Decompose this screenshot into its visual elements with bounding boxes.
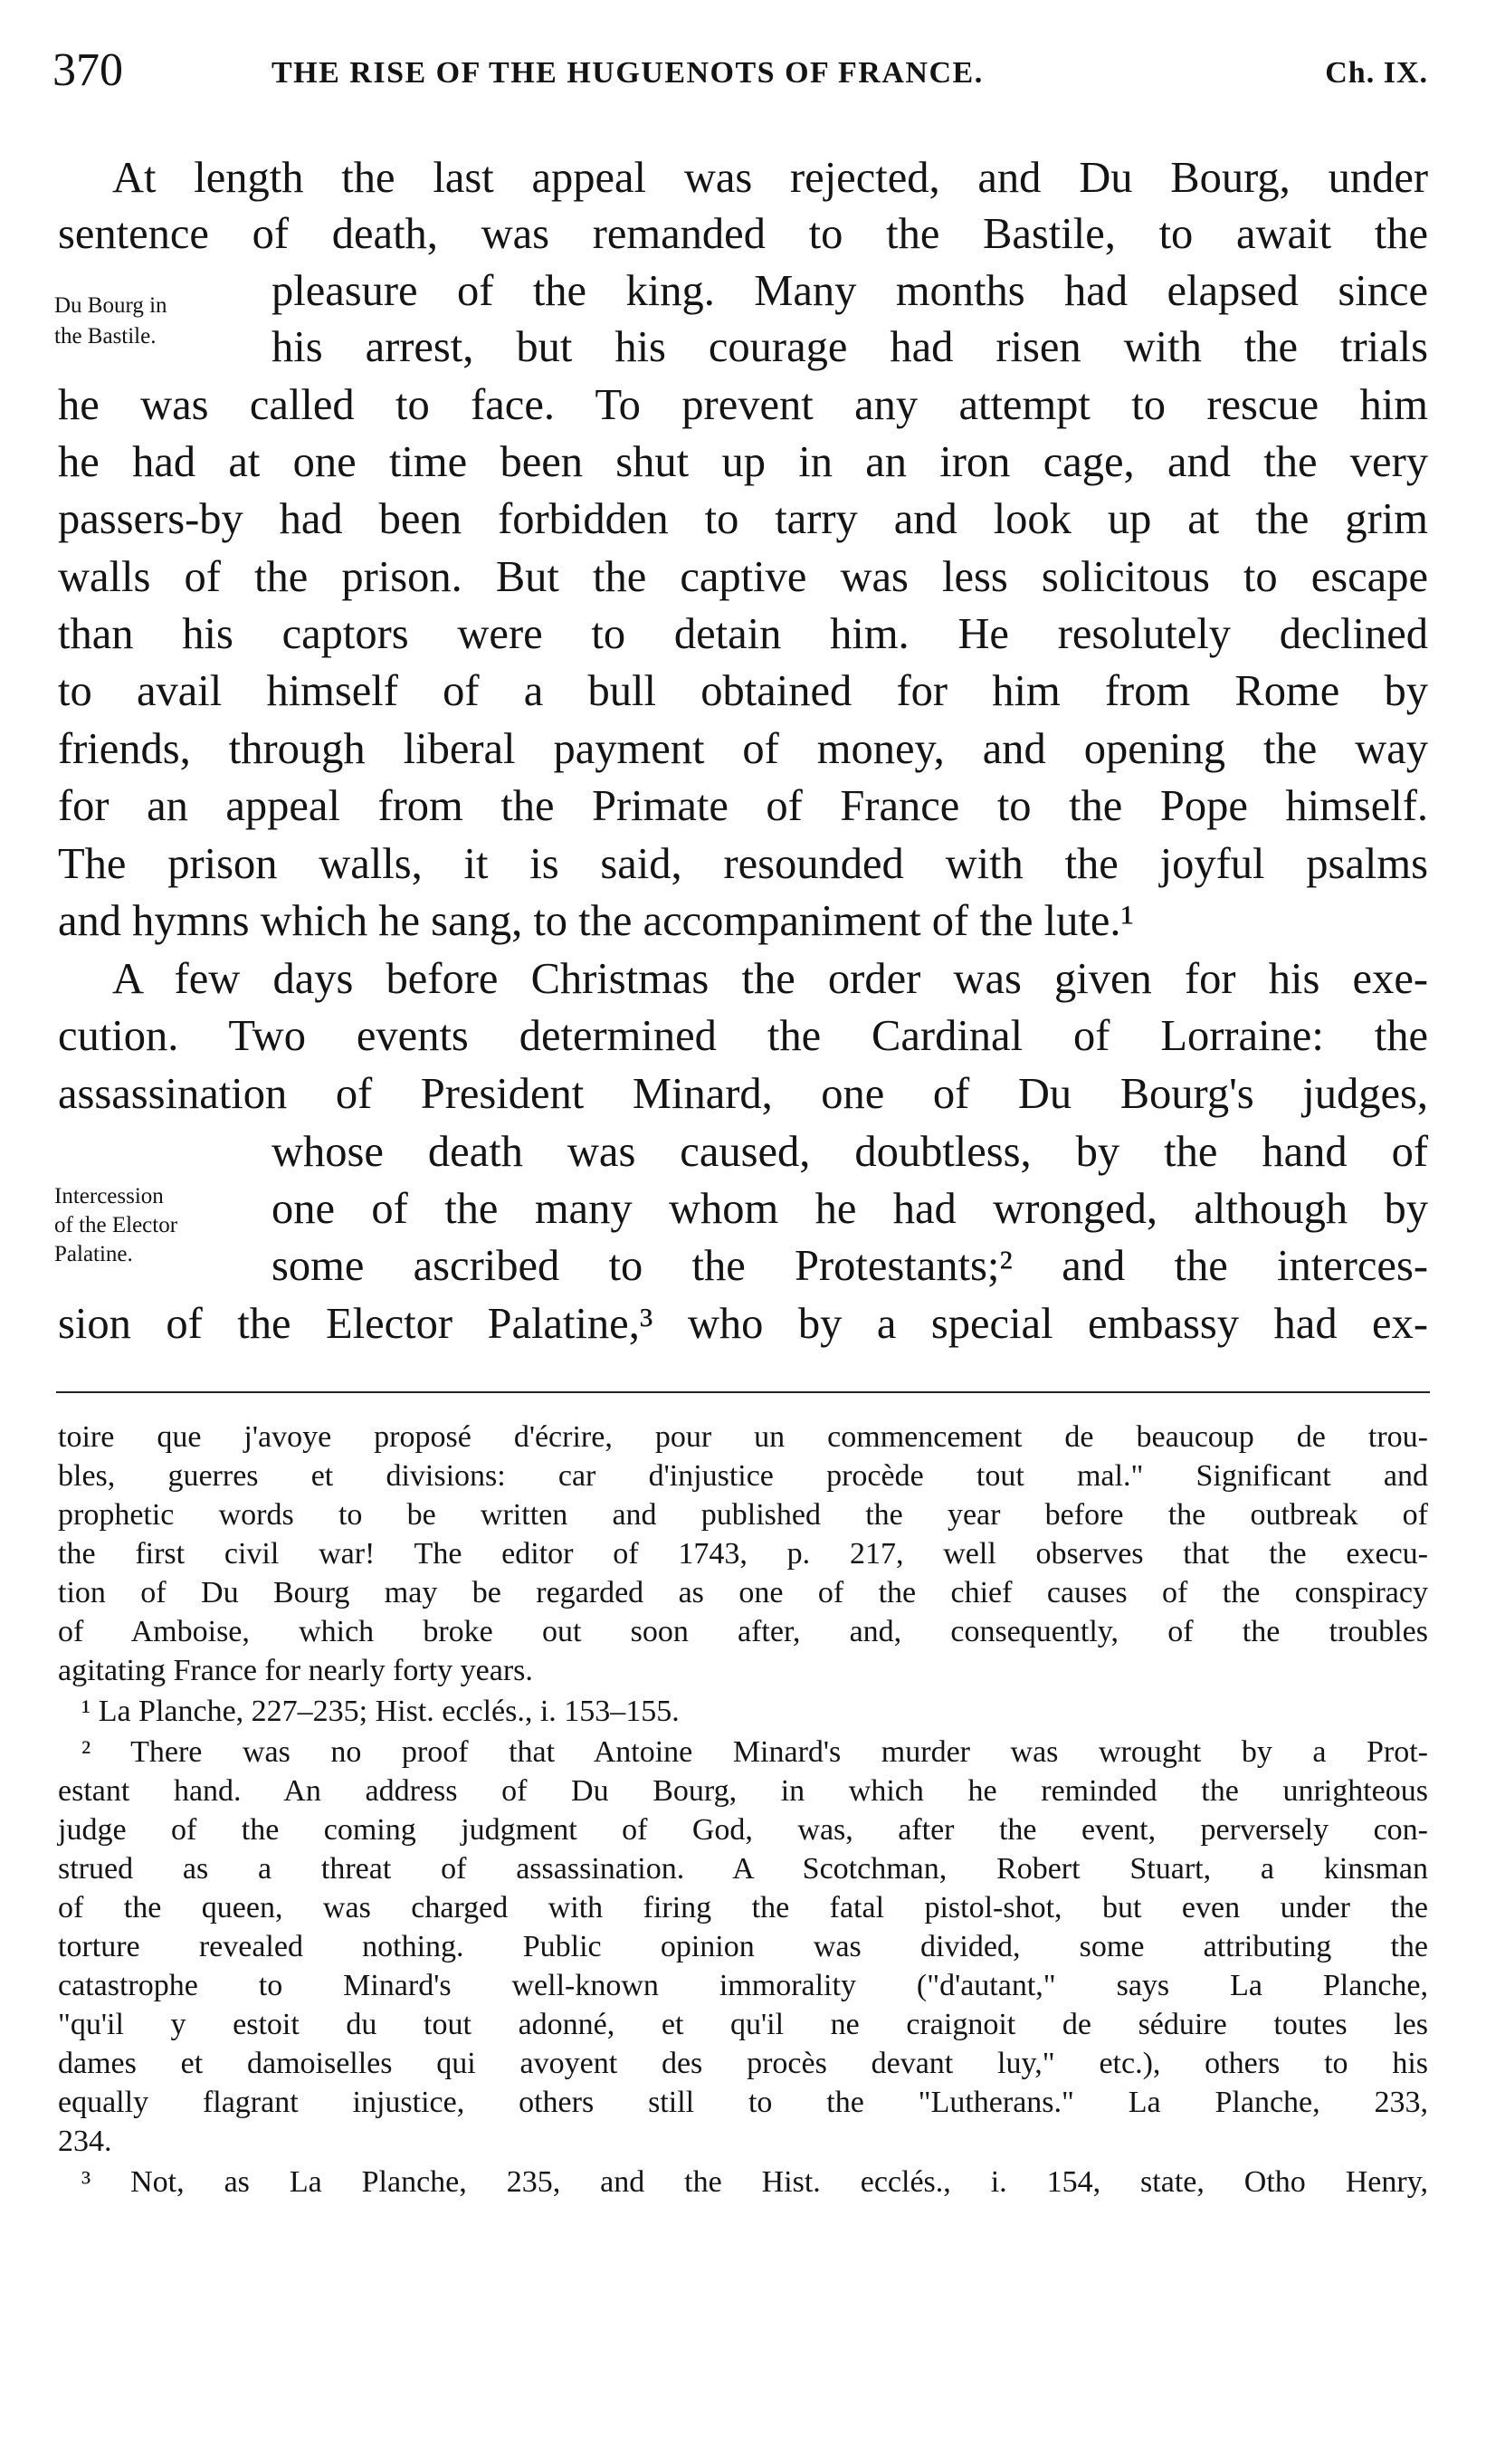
footnote-line: toire que j'avoye proposé d'écrire, pour un commencement de beaucoup de trou- [58,1420,1428,1454]
body-line: A few days before Christmas the order was given for his exe- [112,955,1428,1003]
footnote-line: catastrophe to Minard's well-known immorality ("d'autant," says La Planche, [58,1969,1428,2002]
footnote-line: tion of Du Bourg may be regarded as one of the chief causes of the conspiracy [58,1576,1428,1609]
body-line: At length the last appeal was rejected, and Du Bourg, under [112,154,1428,202]
body-line: he was called to face. To prevent any attempt to rescue him [58,381,1428,429]
body-line: he had at one time been shut up in an iron cage, and the very [58,438,1428,486]
body-line: sion of the Elector Palatine,³ who by a special embassy had ex- [58,1300,1428,1348]
body-line: some ascribed to the Protestants;² and the interces- [271,1242,1428,1290]
body-line: than his captors were to detain him. He resolutely declined [58,610,1428,658]
body-line: The prison walls, it is said, resounded with the joyful psalms [58,840,1428,888]
footnote-line: prophetic words to be written and published the year before the outbreak of [58,1498,1428,1532]
footnote-2: ² There was no proof that Antoine Minard's murder was wrought by a Prot- [81,1735,1428,1769]
footnote-line: judge of the coming judgment of God, was, after the event, perversely con- [58,1813,1428,1847]
footnote-1: ¹ La Planche, 227–235; Hist. ecclés., i. 153–155. [81,1695,680,1728]
footnote-line: strued as a threat of assassination. A Scotchman, Robert Stuart, a kinsman [58,1852,1428,1886]
sidenote-intercession-line-1: Intercession [54,1184,164,1208]
sidenote-intercession-line-3: Palatine. [54,1242,133,1266]
footnote-line: dames et damoiselles qui avoyent des procès devant luy," etc.), others to his [58,2047,1428,2080]
body-line: and hymns which he sang, to the accompaniment of the lute.¹ [58,897,1135,945]
body-line: one of the many whom he had wronged, although by [271,1185,1428,1233]
running-title: THE RISE OF THE HUGUENOTS OF FRANCE. [271,56,984,90]
footnote-divider [56,1391,1430,1393]
body-line: walls of the prison. But the captive was less solicitous to escape [58,553,1428,601]
body-line: to avail himself of a bull obtained for him from Rome by [58,667,1428,715]
page-number: 370 [52,44,123,96]
chapter-label: Ch. IX. [1325,56,1428,90]
footnote-line: bles, guerres et divisions: car d'injustice procède tout mal." Significant and [58,1459,1428,1493]
body-line: cution. Two events determined the Cardinal of Lorraine: the [58,1012,1428,1060]
body-line: sentence of death, was remanded to the Bastile, to await the [58,210,1428,258]
body-line: whose death was caused, doubtless, by the hand of [271,1128,1428,1176]
footnote-line: of Amboise, which broke out soon after, and, consequently, of the troubles [58,1615,1428,1648]
body-line: pleasure of the king. Many months had elapsed since [271,267,1428,315]
body-line: assassination of President Minard, one of Du Bourg's judges, [58,1070,1428,1118]
body-line: for an appeal from the Primate of France to the Pope himself. [58,782,1428,830]
footnote-line: torture revealed nothing. Public opinion was divided, some attributing the [58,1930,1428,1963]
footnote-line: 234. [58,2125,112,2158]
body-line: friends, through liberal payment of money, and opening the way [58,725,1428,773]
footnote-3: ³ Not, as La Planche, 235, and the Hist. ecclés., i. 154, state, Otho Henry, [81,2165,1428,2199]
running-header [52,43,1428,98]
footnote-line: equally flagrant injustice, others still to the "Lutherans." La Planche, 233, [58,2086,1428,2119]
body-line: his arrest, but his courage had risen with the trials [271,323,1428,371]
sidenote-du-bourg-line-2: the Bastile. [54,324,157,349]
footnote-line: "qu'il y estoit du tout adonné, et qu'il ne craignoit de séduire toutes les [58,2008,1428,2041]
footnote-line: agitating France for nearly forty years. [58,1654,533,1687]
footnote-line: of the queen, was charged with firing the fatal pistol-shot, but even under the [58,1891,1428,1924]
sidenote-du-bourg-line-1: Du Bourg in [54,293,167,318]
footnote-line: the first civil war! The editor of 1743, p. 217, well observes that the execu- [58,1537,1428,1571]
body-line: passers-by had been forbidden to tarry and look up at the grim [58,495,1428,543]
footnote-line: estant hand. An address of Du Bourg, in which he reminded the unrighteous [58,1774,1428,1808]
sidenote-intercession-line-2: of the Elector [54,1213,178,1237]
